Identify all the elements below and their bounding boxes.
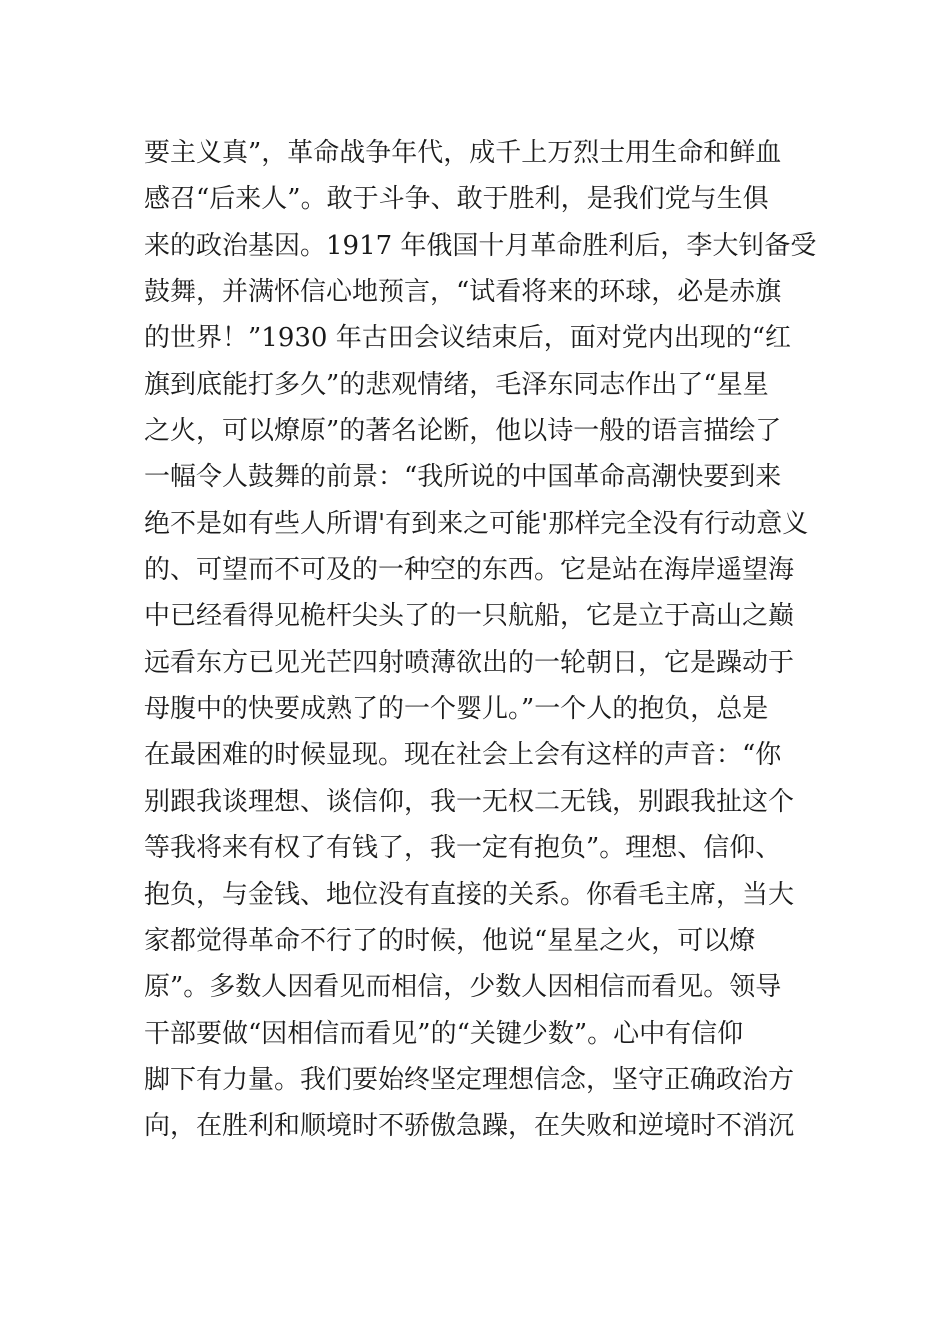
text-line: 来的政治基因。1917 年俄国十月革命胜利后，李大钊备受 <box>144 230 817 261</box>
text-line: 一幅令人鼓舞的前景：“我所说的中国革命高潮快要到来 <box>144 462 782 493</box>
text-line: 抱负，与金钱、地位没有直接的关系。你看毛主席，当大 <box>144 879 795 910</box>
body-text <box>144 130 824 1150</box>
text-line: 干部要做“因相信而看见”的“关键少数”。心中有信仰 <box>144 1018 744 1049</box>
text-line: 绝不是如有些人所谓'有到来之可能'那样完全没有行动意义 <box>144 508 809 539</box>
text-line: 鼓舞，并满怀信心地预言，“试看将来的环球，必是赤旗 <box>144 277 782 308</box>
text-line: 原”。多数人因看见而相信，少数人因相信而看见。领导 <box>144 972 782 1003</box>
text-line: 的、可望而不可及的一种空的东西。它是站在海岸遥望海 <box>144 555 795 586</box>
text-line: 等我将来有权了有钱了，我一定有抱负”。理想、信仰、 <box>144 833 782 864</box>
text-line: 要主义真”，革命战争年代，成千上万烈士用生命和鲜血 <box>144 138 782 168</box>
text-line: 的世界！”1930 年古田会议结束后，面对党内出现的“红 <box>144 323 792 354</box>
text-line: 感召“后来人”。敢于斗争、敢于胜利，是我们党与生俱 <box>144 184 769 215</box>
text-line: 旗到底能打多久”的悲观情绪，毛泽东同志作出了“星星 <box>144 369 769 400</box>
text-line: 在最困难的时候显现。现在社会上会有这样的声音：“你 <box>144 740 782 771</box>
text-line: 中已经看得见桅杆尖头了的一只航船，它是立于高山之巅 <box>144 601 795 632</box>
text-line: 远看东方已见光芒四射喷薄欲出的一轮朝日，它是躁动于 <box>144 647 795 678</box>
text-line: 脚下有力量。我们要始终坚定理想信念，坚守正确政治方 <box>144 1064 795 1095</box>
text-line: 母腹中的快要成熟了的一个婴儿。”一个人的抱负，总是 <box>144 694 769 725</box>
text-line: 向，在胜利和顺境时不骄傲急躁，在失败和逆境时不消沉 <box>144 1111 795 1142</box>
text-line: 别跟我谈理想、谈信仰，我一无权二无钱，别跟我扯这个 <box>144 786 795 817</box>
text-line: 之火，可以燎原”的著名论断，他以诗一般的语言描绘了 <box>144 416 782 447</box>
text-line: 家都觉得革命不行了的时候，他说“星星之火，可以燎 <box>144 925 756 956</box>
